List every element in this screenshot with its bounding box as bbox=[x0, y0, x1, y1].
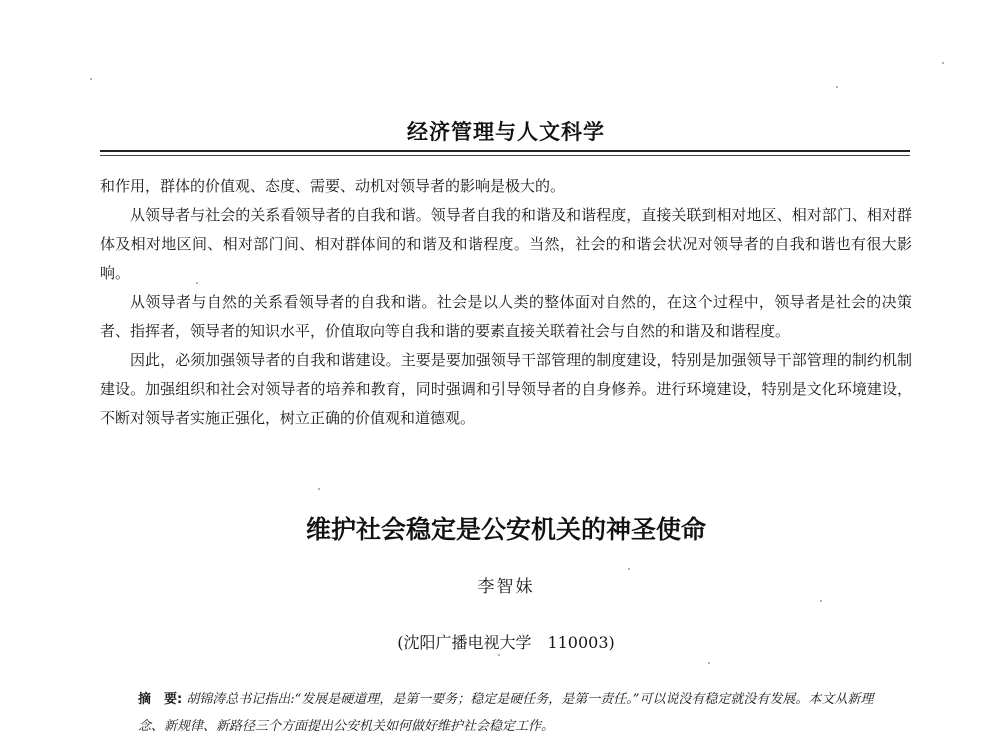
article-title: 维护社会稳定是公安机关的神圣使命 bbox=[305, 515, 706, 544]
scan-speck bbox=[318, 488, 320, 490]
paragraph-continuation: 和作用，群体的价值观、态度、需要、动机对领导者的影响是极大的。 bbox=[100, 177, 566, 195]
abstract-text: 胡锦涛总书记指出:“发展是硬道理，是第一要务；稳定是硬任务，是第一责任。”可以说没有稳定就没有发展。本文从新理念、新规律、新路径三个方面提出公安机关如何做好维护社会稳定工作。 bbox=[138, 692, 874, 734]
scan-speck bbox=[628, 568, 630, 570]
scan-speck bbox=[942, 62, 944, 64]
scan-speck bbox=[836, 86, 838, 88]
article-abstract bbox=[138, 686, 883, 740]
header-rule-thick bbox=[100, 150, 910, 152]
scan-speck bbox=[196, 282, 198, 284]
paragraph-nature-harmony: 从领导者与自然的关系看领导者的自我和谐。社会是以人类的整体面对自然的，在这个过程中，领导者是社会的决策者、指挥者，领导者的知识水平，价值取向等自我和谐的要素直接关联着社会与自然的和谐及和谐程度。 bbox=[100, 293, 912, 340]
header-rule-thin bbox=[100, 155, 910, 156]
article-affiliation: (沈阳广播电视大学 110003) bbox=[397, 633, 615, 652]
running-header: 经济管理与人文科学 bbox=[407, 120, 605, 144]
scan-speck bbox=[820, 600, 822, 602]
paragraph-conclusion: 因此，必须加强领导者的自我和谐建设。主要是要加强领导干部管理的制度建设，特别是加强领导干部管理的制约机制建设。加强组织和社会对领导者的培养和教育，同时强调和引导领导者的自身修养。进行环境建设，特别是文化环境建设，不断对领导者实施正强化，树立正确的价值观和道德观。 bbox=[100, 351, 912, 427]
scan-speck bbox=[708, 662, 710, 664]
article-author: 李智妹 bbox=[477, 577, 535, 597]
body-text bbox=[100, 172, 912, 433]
paragraph-society-harmony: 从领导者与社会的关系看领导者的自我和谐。领导者自我的和谐及和谐程度，直接关联到相对地区、相对部门、相对群体及相对地区间、相对部门间、相对群体间的和谐及和谐程度。当然，社会的和谐会状况对领导者的自我和谐也有很大影响。 bbox=[100, 206, 912, 282]
abstract-label: 摘 要: bbox=[138, 692, 183, 707]
scan-speck bbox=[498, 654, 500, 656]
scan-speck bbox=[90, 78, 92, 80]
